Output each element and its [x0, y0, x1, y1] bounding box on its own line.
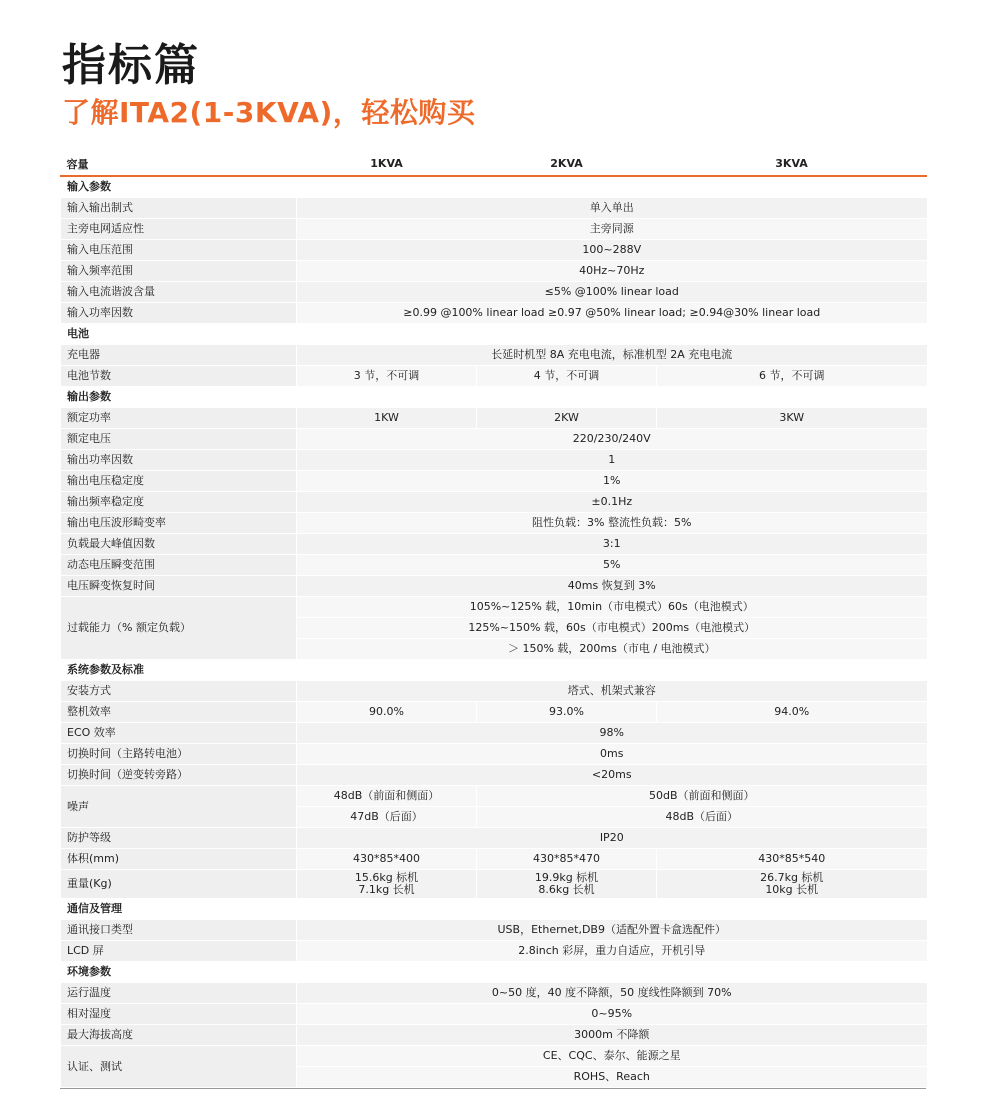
row-label: 整机效率 — [61, 702, 297, 723]
row-value-3kva: 6 节，不可调 — [657, 366, 927, 387]
section-row — [61, 962, 927, 983]
table-row — [61, 597, 927, 618]
row-label: 最大海拔高度 — [61, 1025, 297, 1046]
table-row — [61, 429, 927, 450]
row-value: 塔式、机架式兼容 — [297, 681, 927, 702]
row-value: IP20 — [297, 828, 927, 849]
section-system: 系统参数及标准 — [61, 660, 927, 681]
row-value: 1 — [297, 450, 927, 471]
table-row — [61, 513, 927, 534]
weight-long: 7.1kg 长机 — [358, 883, 415, 896]
row-label: 充电器 — [61, 345, 297, 366]
row-value-2-3kva: 48dB（后面） — [477, 807, 927, 828]
page-subtitle: 了解ITA2(1-3KVA)，轻松购买 — [62, 96, 476, 129]
row-value: 3:1 — [297, 534, 927, 555]
table-row — [61, 282, 927, 303]
table-row — [61, 765, 927, 786]
table-row — [61, 219, 927, 240]
table-row — [61, 702, 927, 723]
row-label: 安装方式 — [61, 681, 297, 702]
row-label: 输出频率稳定度 — [61, 492, 297, 513]
row-label: 切换时间（逆变转旁路） — [61, 765, 297, 786]
row-label: 主旁电网适应性 — [61, 219, 297, 240]
table-row — [61, 492, 927, 513]
table-row — [61, 786, 927, 807]
row-label: 输出电压波形畸变率 — [61, 513, 297, 534]
row-label: 输出电压稳定度 — [61, 471, 297, 492]
section-row — [61, 324, 927, 345]
row-value-1kva: 90.0% — [297, 702, 477, 723]
row-value: 98% — [297, 723, 927, 744]
row-value: 3000m 不降额 — [297, 1025, 927, 1046]
row-value: ±0.1Hz — [297, 492, 927, 513]
section-comm: 通信及管理 — [61, 899, 927, 920]
header-2kva: 2KVA — [477, 152, 657, 176]
row-label: 输入电压范围 — [61, 240, 297, 261]
spec-table — [60, 152, 927, 1087]
row-value: USB，Ethernet,DB9（适配外置卡盒选配件） — [297, 920, 927, 941]
table-row — [61, 450, 927, 471]
row-label: 电压瞬变恢复时间 — [61, 576, 297, 597]
row-label: 额定功率 — [61, 408, 297, 429]
row-value-2kva: 4 节，不可调 — [477, 366, 657, 387]
row-value: 0ms — [297, 744, 927, 765]
table-bottom-rule — [60, 1088, 926, 1089]
table-row — [61, 828, 927, 849]
table-row — [61, 261, 927, 282]
row-label: 输入功率因数 — [61, 303, 297, 324]
row-value-3kva — [657, 870, 927, 899]
section-output: 输出参数 — [61, 387, 927, 408]
row-label: 输入输出制式 — [61, 198, 297, 219]
row-value: 0~50 度，40 度不降额，50 度线性降额到 70% — [297, 983, 927, 1004]
row-value: 100~288V — [297, 240, 927, 261]
weight-standard: 26.7kg 标机 — [760, 871, 824, 884]
weight-long: 10kg 长机 — [765, 883, 819, 896]
table-row — [61, 941, 927, 962]
row-value: 5% — [297, 555, 927, 576]
row-value: 0~95% — [297, 1004, 927, 1025]
section-env: 环境参数 — [61, 962, 927, 983]
table-row — [61, 1004, 927, 1025]
section-row — [61, 899, 927, 920]
table-row — [61, 576, 927, 597]
row-value-1kva — [297, 870, 477, 899]
row-value-2kva — [477, 870, 657, 899]
row-label: 体积(mm) — [61, 849, 297, 870]
row-value-1kva: 48dB（前面和侧面） — [297, 786, 477, 807]
weight-standard: 19.9kg 标机 — [534, 871, 599, 884]
row-value: 220/230/240V — [297, 429, 927, 450]
table-row — [61, 408, 927, 429]
row-label: 通讯接口类型 — [61, 920, 297, 941]
row-value-2kva: 2KW — [477, 408, 657, 429]
header-capacity: 容量 — [61, 152, 297, 176]
row-label: 运行温度 — [61, 983, 297, 1004]
header-3kva: 3KVA — [657, 152, 927, 176]
weight-standard: 15.6kg 标机 — [354, 871, 419, 884]
table-row — [61, 849, 927, 870]
row-label: ECO 效率 — [61, 723, 297, 744]
row-value: 105%~125% 载，10min（市电模式）60s（电池模式） — [297, 597, 927, 618]
page-title: 指标篇 — [62, 40, 200, 91]
row-value: 长延时机型 8A 充电电流，标准机型 2A 充电电流 — [297, 345, 927, 366]
row-value: ＞ 150% 载，200ms（市电 / 电池模式） — [297, 639, 927, 660]
table-header-row — [61, 152, 927, 176]
row-label: 额定电压 — [61, 429, 297, 450]
table-row — [61, 983, 927, 1004]
table-row — [61, 366, 927, 387]
row-value: 单入单出 — [297, 198, 927, 219]
table-row — [61, 534, 927, 555]
row-value: 主旁同源 — [297, 219, 927, 240]
header-1kva: 1KVA — [297, 152, 477, 176]
row-value-1kva: 47dB（后面） — [297, 807, 477, 828]
row-value: 阻性负载：3% 整流性负载：5% — [297, 513, 927, 534]
row-value-3kva: 3KW — [657, 408, 927, 429]
row-value: 40ms 恢复到 3% — [297, 576, 927, 597]
row-label: 输入电流谐波含量 — [61, 282, 297, 303]
row-value-2-3kva: 50dB（前面和侧面） — [477, 786, 927, 807]
row-value-2kva: 430*85*470 — [477, 849, 657, 870]
table-row — [61, 471, 927, 492]
table-row — [61, 723, 927, 744]
table-row — [61, 744, 927, 765]
row-value-2kva: 93.0% — [477, 702, 657, 723]
section-battery: 电池 — [61, 324, 927, 345]
row-label: LCD 屏 — [61, 941, 297, 962]
table-row — [61, 681, 927, 702]
table-row — [61, 870, 927, 899]
row-value: 1% — [297, 471, 927, 492]
row-value: ≤5% @100% linear load — [297, 282, 927, 303]
row-label: 动态电压瞬变范围 — [61, 555, 297, 576]
row-label: 负载最大峰值因数 — [61, 534, 297, 555]
row-value-1kva: 430*85*400 — [297, 849, 477, 870]
row-value-3kva: 94.0% — [657, 702, 927, 723]
table-row — [61, 345, 927, 366]
row-label: 切换时间（主路转电池） — [61, 744, 297, 765]
row-value-1kva: 1KW — [297, 408, 477, 429]
row-label: 输入频率范围 — [61, 261, 297, 282]
row-label: 过载能力（% 额定负载） — [61, 597, 297, 660]
weight-long: 8.6kg 长机 — [538, 883, 595, 896]
row-label: 噪声 — [61, 786, 297, 828]
table-row — [61, 240, 927, 261]
row-value: 40Hz~70Hz — [297, 261, 927, 282]
row-label: 认证、测试 — [61, 1046, 297, 1088]
table-row — [61, 1046, 927, 1067]
table-row — [61, 303, 927, 324]
row-value: 125%~150% 载，60s（市电模式）200ms（电池模式） — [297, 618, 927, 639]
table-row — [61, 555, 927, 576]
row-value: ≥0.99 @100% linear load ≥0.97 @50% linear load; ≥0.94@30% linear load — [297, 303, 927, 324]
section-row — [61, 660, 927, 681]
section-row — [61, 176, 927, 198]
row-label: 防护等级 — [61, 828, 297, 849]
section-row — [61, 387, 927, 408]
table-row — [61, 1025, 927, 1046]
row-label: 重量(Kg) — [61, 870, 297, 899]
row-value: 2.8inch 彩屏，重力自适应，开机引导 — [297, 941, 927, 962]
row-value-3kva: 430*85*540 — [657, 849, 927, 870]
row-label: 电池节数 — [61, 366, 297, 387]
table-row — [61, 198, 927, 219]
row-value: ROHS、Reach — [297, 1067, 927, 1088]
row-value: CE、CQC、泰尔、能源之星 — [297, 1046, 927, 1067]
row-label: 输出功率因数 — [61, 450, 297, 471]
row-value: <20ms — [297, 765, 927, 786]
row-label: 相对湿度 — [61, 1004, 297, 1025]
row-value-1kva: 3 节，不可调 — [297, 366, 477, 387]
table-row — [61, 920, 927, 941]
section-input: 输入参数 — [61, 176, 927, 198]
